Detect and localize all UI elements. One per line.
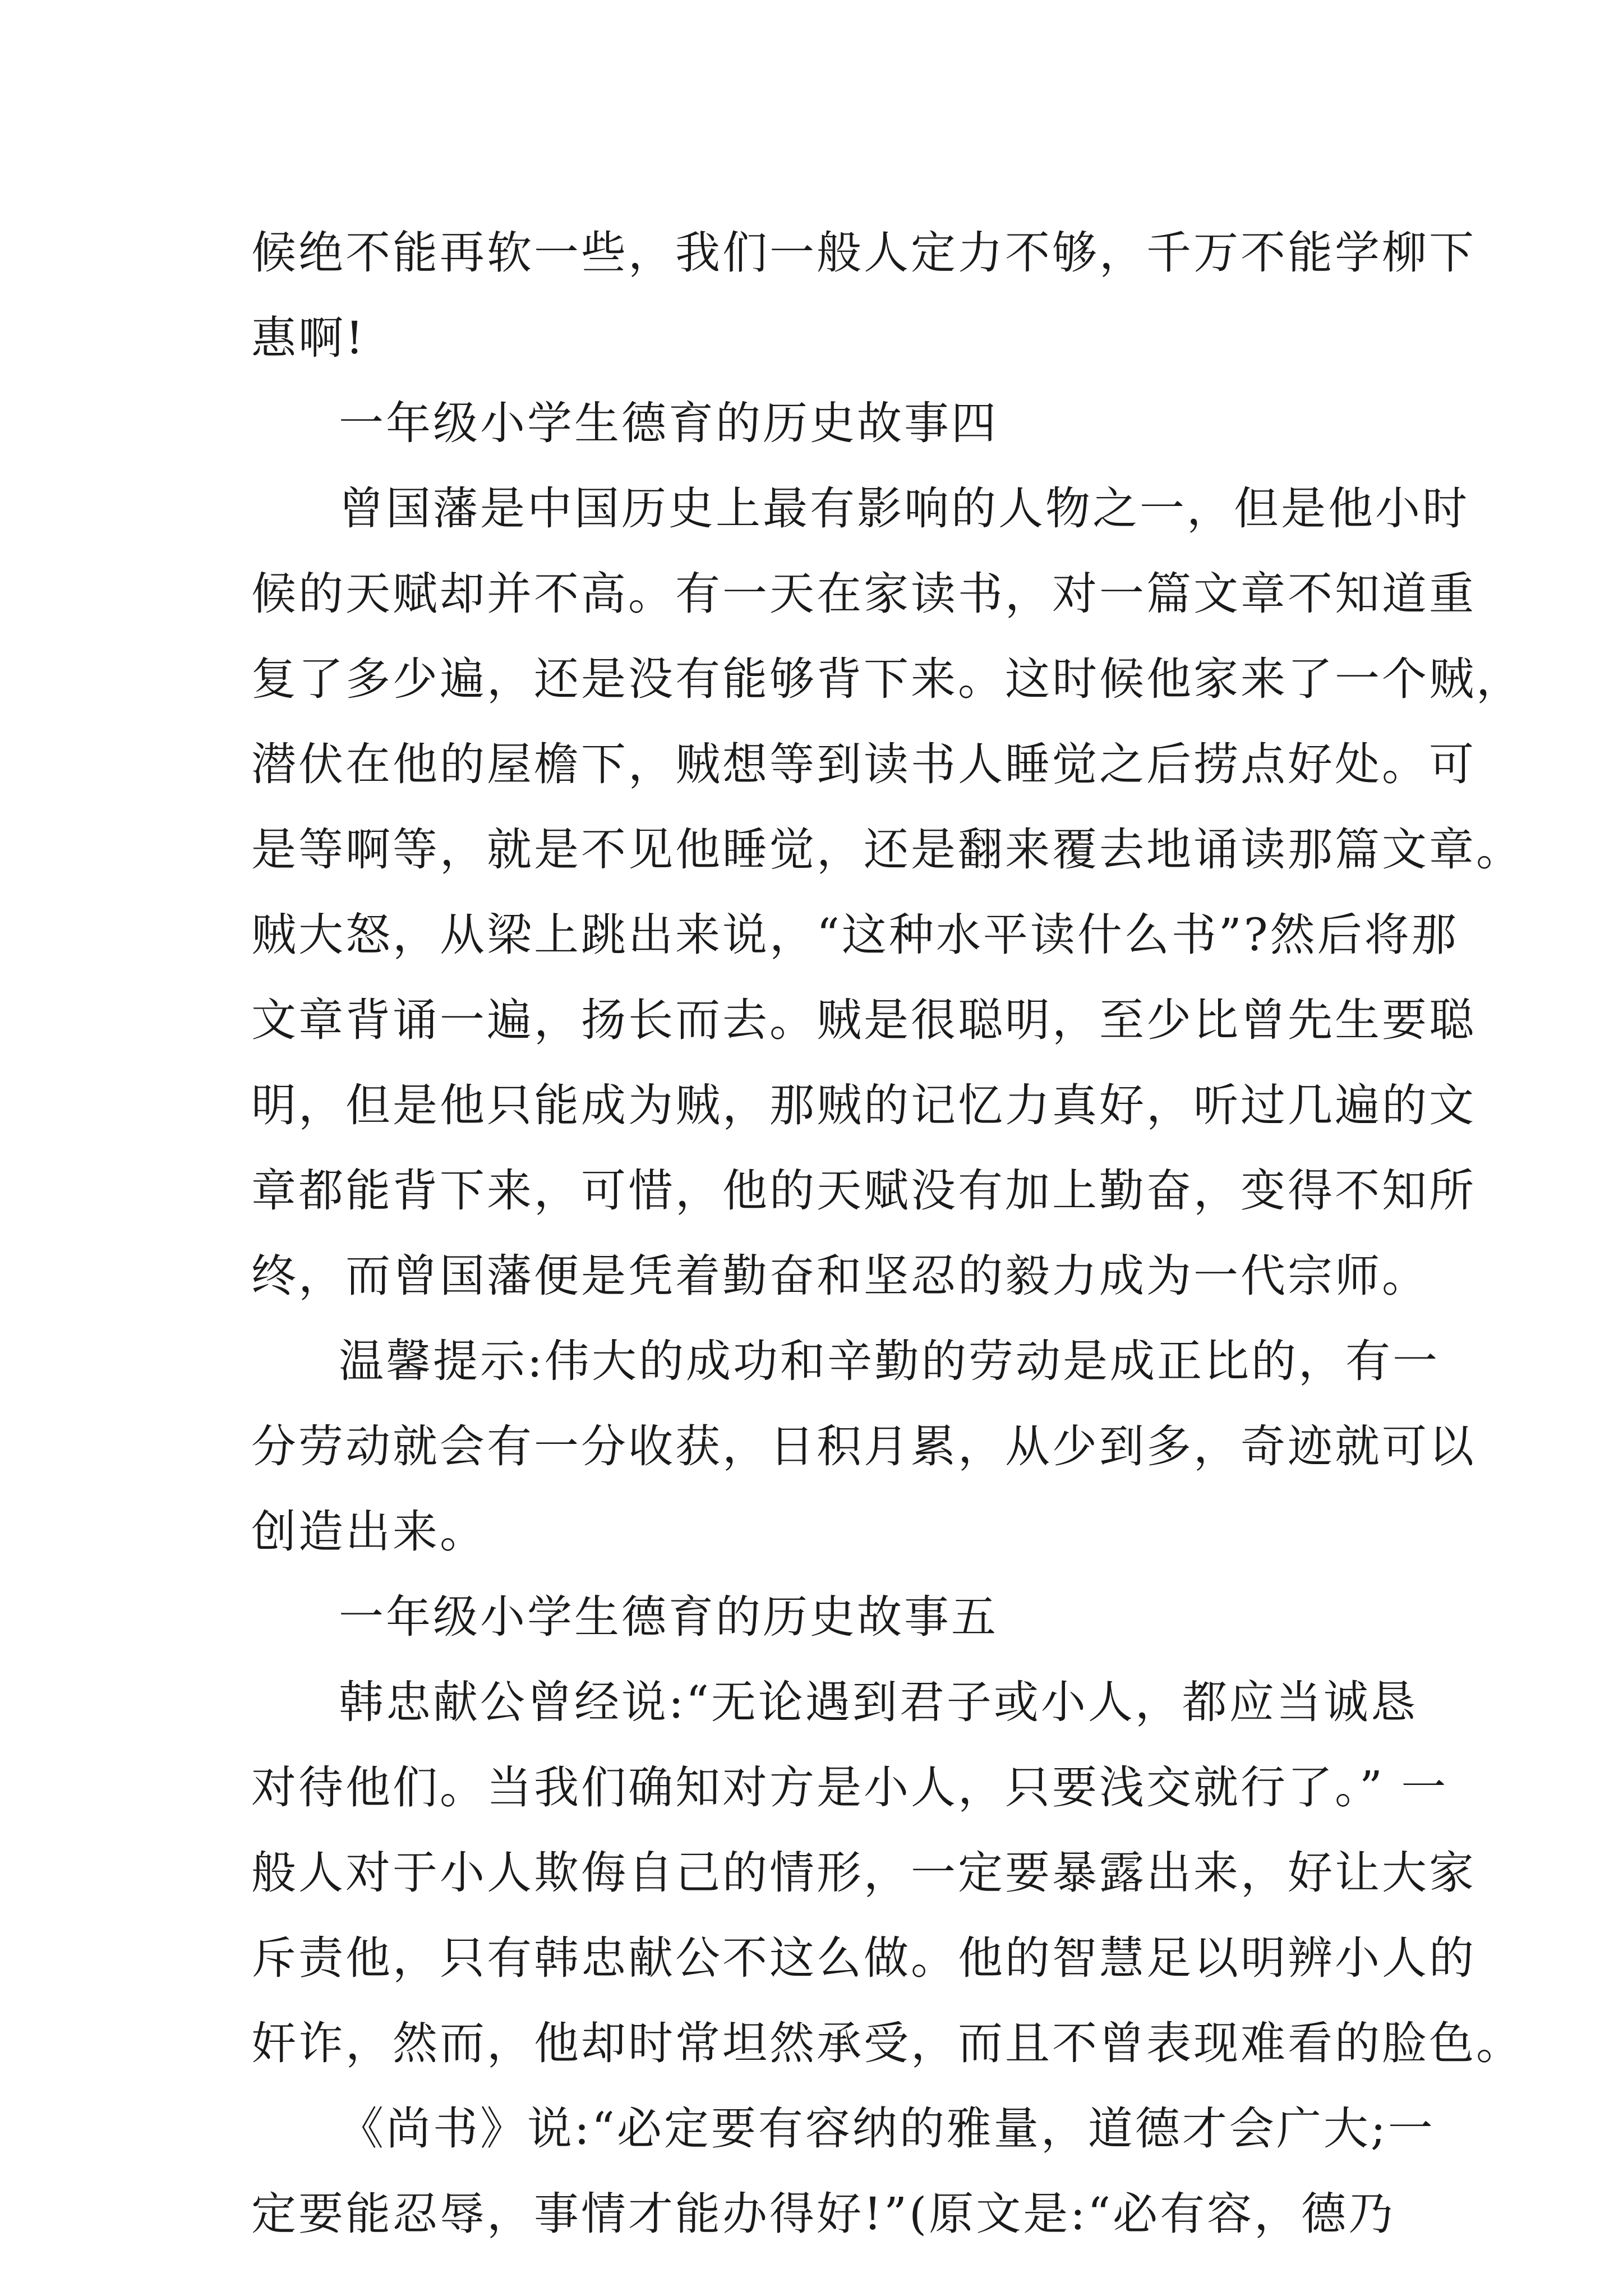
body-text	[251, 210, 1523, 2257]
text-line: 贼大怒，从梁上跳出来说，“这种水平读什么书”?然后将那	[251, 909, 1459, 961]
text-line: 候的天赋却并不高。有一天在家读书，对一篇文章不知道重	[251, 568, 1476, 620]
text-line: 对待他们。当我们确知对方是小人，只要浅交就行了。” 一	[251, 1761, 1449, 1814]
text-line: 章都能背下来，可惜，他的天赋没有加上勤奋，变得不知所	[251, 1165, 1476, 1217]
text-line: 韩忠献公曾经说:“无论遇到君子或小人，都应当诚恳	[339, 1676, 1418, 1728]
text-line: 复了多少遍，还是没有能够背下来。这时候他家来了一个贼，	[251, 653, 1523, 705]
section-heading: 一年级小学生德育的历史故事四	[339, 397, 998, 449]
text-line: 定要能忍辱，事情才能办得好!”(原文是:“必有容，德乃	[251, 2188, 1396, 2240]
text-line: 明，但是他只能成为贼，那贼的记忆力真好，听过几遍的文	[251, 1079, 1476, 1131]
text-line: 候绝不能再软一些，我们一般人定力不够，千万不能学柳下	[251, 227, 1476, 279]
text-line: 创造出来。	[251, 1506, 487, 1558]
text-line: 是等啊等，就是不见他睡觉，还是翻来覆去地诵读那篇文章。	[251, 823, 1523, 876]
text-line: 惠啊!	[251, 312, 366, 364]
text-line: 斥责他，只有韩忠献公不这么做。他的智慧足以明辨小人的	[251, 1932, 1476, 1984]
text-line: 曾国藩是中国历史上最有影响的人物之一，但是他小时	[339, 482, 1469, 535]
text-line: 《尚书》说:“必定要有容纳的雅量，道德才会广大;一	[339, 2102, 1435, 2155]
text-line: 般人对于小人欺侮自己的情形，一定要暴露出来，好让大家	[251, 1847, 1476, 1899]
text-line: 文章背诵一遍，扬长而去。贼是很聪明，至少比曾先生要聪	[251, 994, 1476, 1046]
section-heading: 一年级小学生德育的历史故事五	[339, 1591, 998, 1643]
text-line: 温馨提示:伟大的成功和辛勤的劳动是成正比的，有一	[339, 1335, 1440, 1387]
text-line: 潜伏在他的屋檐下，贼想等到读书人睡觉之后捞点好处。可	[251, 738, 1476, 790]
text-line: 分劳动就会有一分收获，日积月累，从少到多，奇迹就可以	[251, 1420, 1476, 1473]
text-line: 终，而曾国藩便是凭着勤奋和坚忍的毅力成为一代宗师。	[251, 1250, 1429, 1302]
text-line: 奸诈，然而，他却时常坦然承受，而且不曾表现难看的脸色。	[251, 2017, 1523, 2069]
